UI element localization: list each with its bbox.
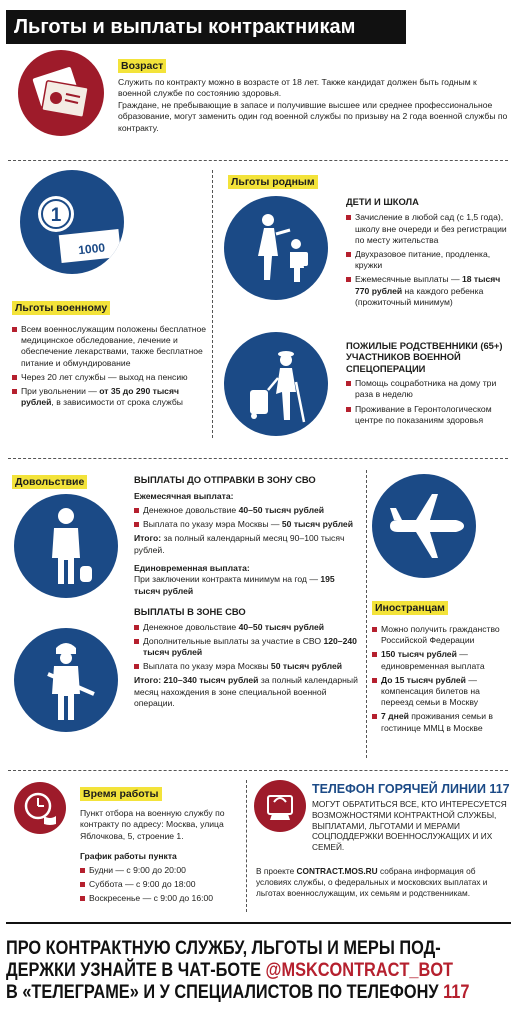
zone-heading: ВЫПЛАТЫ В ЗОНЕ СВО xyxy=(134,606,246,618)
age-heading: Возраст xyxy=(118,59,166,73)
armed-soldier-icon xyxy=(14,628,118,732)
zone-total: Итого: 210–340 тысяч рублей за полный календарный месяц нахождения в зоне специальной военной операции. xyxy=(134,675,358,709)
chat-bot-link[interactable]: @MSKCONTRACT_BOT xyxy=(265,960,454,981)
footer-line-3: В «ТЕЛЕГРАМЕ» И У СПЕЦИАЛИСТОВ ПО ТЕЛЕФОНУ 117 xyxy=(6,982,470,1003)
elderly-benefits-list xyxy=(346,378,510,426)
soldier-icon xyxy=(14,494,118,598)
list-item: Суббота — с 9:00 до 18:00 xyxy=(80,879,240,890)
money-icon xyxy=(20,170,124,274)
parent-child-icon xyxy=(224,196,328,300)
banknote-digits: 1000 xyxy=(77,240,106,258)
list-item: Выплата по указу мэра Москвы — 50 тысяч рублей xyxy=(134,519,360,530)
list-item: 7 дней проживания семьи в гостинице ММЦ в Москве xyxy=(372,711,510,733)
footer-line-1: ПРО КОНТРАКТНУЮ СЛУЖБУ, ЛЬГОТЫ И МЕРЫ ПОД- xyxy=(6,938,441,959)
kids-heading: ДЕТИ И ШКОЛА xyxy=(346,196,419,207)
list-item: Помощь соцработника на дому три раза в неделю xyxy=(346,378,510,400)
hotline-heading: ТЕЛЕФОН ГОРЯЧЕЙ ЛИНИИ 117 xyxy=(312,782,510,796)
list-item: Ежемесячные выплаты — 18 тысяч 770 рублей на каждого ребенка (прожиточный минимум) xyxy=(346,274,510,308)
onetime-heading: Единовременная выплата: xyxy=(134,563,250,574)
monthly-list xyxy=(134,505,360,530)
elderly-person-icon xyxy=(224,332,328,436)
onetime-text: При заключении контракта минимум на год — 195 тысяч рублей xyxy=(134,574,335,596)
relatives-heading: Льготы родным xyxy=(228,175,318,189)
footer-cta xyxy=(6,938,513,1004)
phone-number[interactable]: 117 xyxy=(443,982,470,1003)
phone-icon xyxy=(254,780,306,832)
monthly-total: Итого: за полный календарный месяц 90–100 тысяч рублей. xyxy=(134,533,345,555)
schedule-list xyxy=(80,865,240,905)
list-item: Дополнительные выплаты за участие в СВО 120–240 тысяч рублей xyxy=(134,636,360,658)
zone-list xyxy=(134,622,360,673)
hours-heading: Время работы xyxy=(80,787,162,801)
list-item: Будни — с 9:00 до 20:00 xyxy=(80,865,240,876)
foreigners-list xyxy=(372,624,510,734)
coin-digit: 1 xyxy=(50,205,62,226)
schedule-heading: График работы пункта xyxy=(80,851,177,862)
address-text: Пункт отбора на военную службу по контракту по адресу: Москва, улица Яблочкова, 5, строение 1. xyxy=(80,808,225,841)
age-text-1: Служить по контракту можно в возрасте от 18 лет. Также кандидат должен быть годным к военной службе по состоянию здоровья. xyxy=(118,77,477,99)
airplane-icon xyxy=(372,474,476,578)
foreigners-heading: Иностранцам xyxy=(372,601,448,615)
clock-icon xyxy=(14,782,66,834)
list-item: 150 тысяч рублей — единовременная выплата xyxy=(372,649,510,671)
military-benefits-list xyxy=(12,324,208,408)
monthly-heading: Ежемесячная выплата: xyxy=(134,491,234,502)
list-item: Через 20 лет службы — выход на пенсию xyxy=(12,372,208,383)
elderly-heading: ПОЖИЛЫЕ РОДСТВЕННИКИ (65+) УЧАСТНИКОВ ВОЕННОЙ СПЕЦОПЕРАЦИИ xyxy=(346,340,503,374)
list-item: Проживание в Геронтологическом центре по показаниям здоровья xyxy=(346,404,510,426)
age-text-2: Граждане, не пребывающие в запасе и получившие высшее или среднее профессиональное образование, могут заменить один год военной службы по призыву на 2 года военной службы по контракту. xyxy=(118,99,508,133)
passport-icon xyxy=(18,50,104,136)
list-item: Выплата по указу мэра Москвы 50 тысяч рублей xyxy=(134,661,360,672)
page-title: Льготы и выплаты контрактникам xyxy=(6,10,406,44)
project-text: В проекте CONTRACT.MOS.RU собрана информация об условиях службы, о федеральных и московских выплатах и льготах военнослужащим, их семьям и родственникам. xyxy=(256,866,488,898)
list-item: Зачисление в любой сад (с 1,5 года), школу вне очереди и без регистрации по месту жительства xyxy=(346,212,510,246)
military-heading: Льготы военному xyxy=(12,301,110,315)
list-item: Денежное довольствие 40–50 тысяч рублей xyxy=(134,622,360,633)
list-item: До 15 тысяч рублей — компенсация билетов на переезд семьи в Москву xyxy=(372,675,510,709)
list-item: Можно получить гражданство Российской Федерации xyxy=(372,624,510,646)
kids-benefits-list xyxy=(346,212,510,308)
footer-line-2: ДЕРЖКИ УЗНАЙТЕ В ЧАТ-БОТЕ @MSKCONTRACT_BOT xyxy=(6,960,454,981)
list-item: Всем военнослужащим положены бесплатное медицинское обследование, лечение и обеспечение лекарствами, также бесплатное питание и обмундирование xyxy=(12,324,208,369)
list-item: Денежное довольствие 40–50 тысяч рублей xyxy=(134,505,360,516)
before-zone-heading: ВЫПЛАТЫ ДО ОТПРАВКИ В ЗОНУ СВО xyxy=(134,474,316,485)
list-item: При увольнении — от 35 до 290 тысяч рублей, в зависимости от срока службы xyxy=(12,386,208,408)
hotline-text: МОГУТ ОБРАТИТЬСЯ ВСЕ, КТО ИНТЕРЕСУЕТСЯ ВОЗМОЖНОСТЯМИ КОНТРАКТНОЙ СЛУЖБЫ, ВЫПЛАТАМИ, ЛЬГОТАМИ И МЕРАМИ СОЦПОДДЕРЖКИ ВОЕННОСЛУЖАЩИХ И ИХ СЕМЕЙ. xyxy=(312,799,507,853)
list-item: Двухразовое питание, продленка, кружки xyxy=(346,249,510,271)
list-item: Воскресенье — с 9:00 до 16:00 xyxy=(80,893,240,904)
allowance-heading: Довольствие xyxy=(12,475,87,489)
